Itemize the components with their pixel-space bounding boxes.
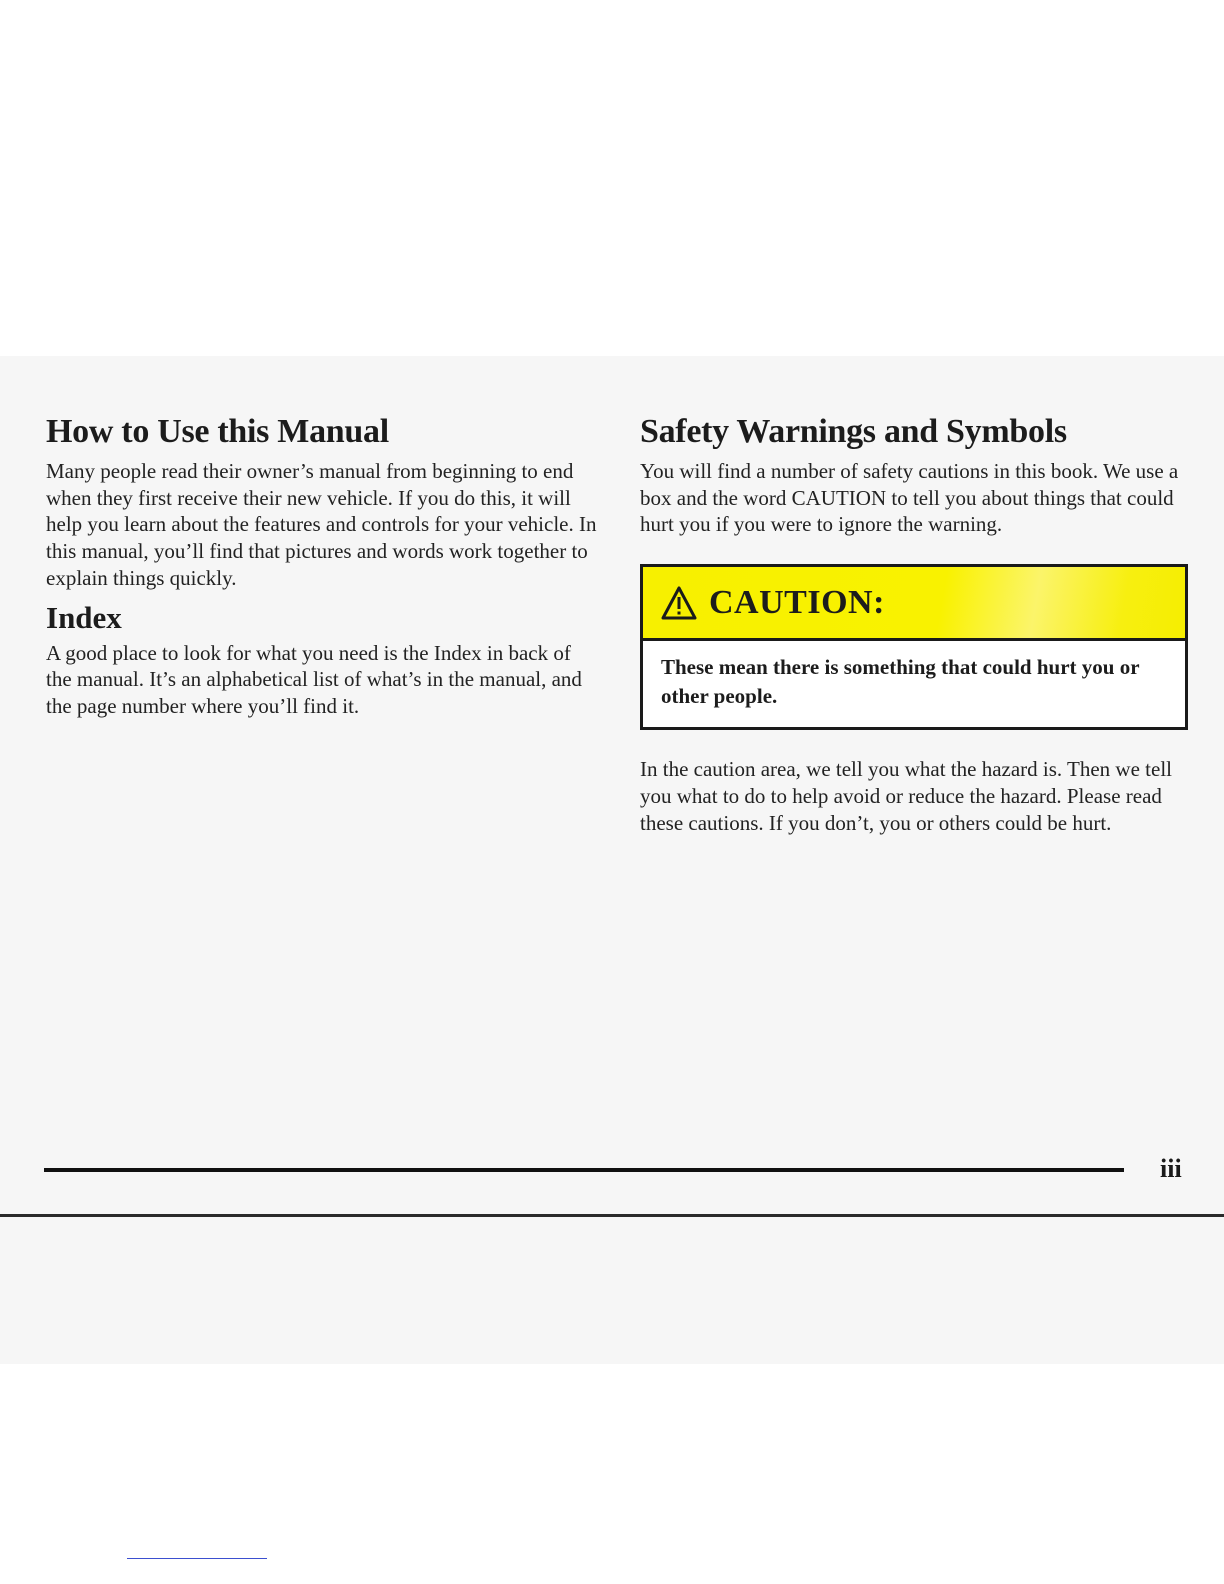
page-bottom-rule — [0, 1214, 1224, 1217]
index-heading: Index — [46, 599, 122, 635]
index-text: A good place to look for what you need is the Index in back of the manual. It’s an alphabetical list of what’s in the manual, and the page number where you’ll find it. — [46, 640, 582, 718]
caution-body: These mean there is something that could hurt you or other people. — [661, 655, 1140, 709]
caution-header — [643, 567, 1185, 641]
safety-warnings-heading: Safety Warnings and Symbols — [640, 413, 1067, 450]
warning-triangle-icon — [661, 586, 697, 620]
footer-rule — [44, 1168, 1124, 1172]
page-number: iii — [1160, 1154, 1182, 1183]
caution-title: CAUTION: — [709, 583, 885, 621]
safety-warnings-text: You will find a number of safety cautions in this book. We use a box and the word CAUTION to tell you about things that could hurt you if you were to ignore the warning. — [640, 459, 1179, 537]
caution-box — [640, 564, 1188, 730]
left-column — [46, 410, 598, 720]
manual-usage-text: Many people read their owner’s manual from beginning to end when they first receive their new vehicle. If you do this, it will help you learn about the features and controls for your vehicle. In this manual, you’ll find that pictures and words work together to explain things quickly. — [46, 459, 597, 590]
decorative-line — [127, 1558, 267, 1559]
manual-usage-heading: How to Use this Manual — [46, 413, 389, 450]
caution-explanation-text: In the caution area, we tell you what the hazard is. Then we tell you what to do to help avoid or reduce the hazard. Please read these cautions. If you don’t, you or others could be hurt. — [640, 757, 1172, 835]
right-column — [640, 410, 1192, 836]
